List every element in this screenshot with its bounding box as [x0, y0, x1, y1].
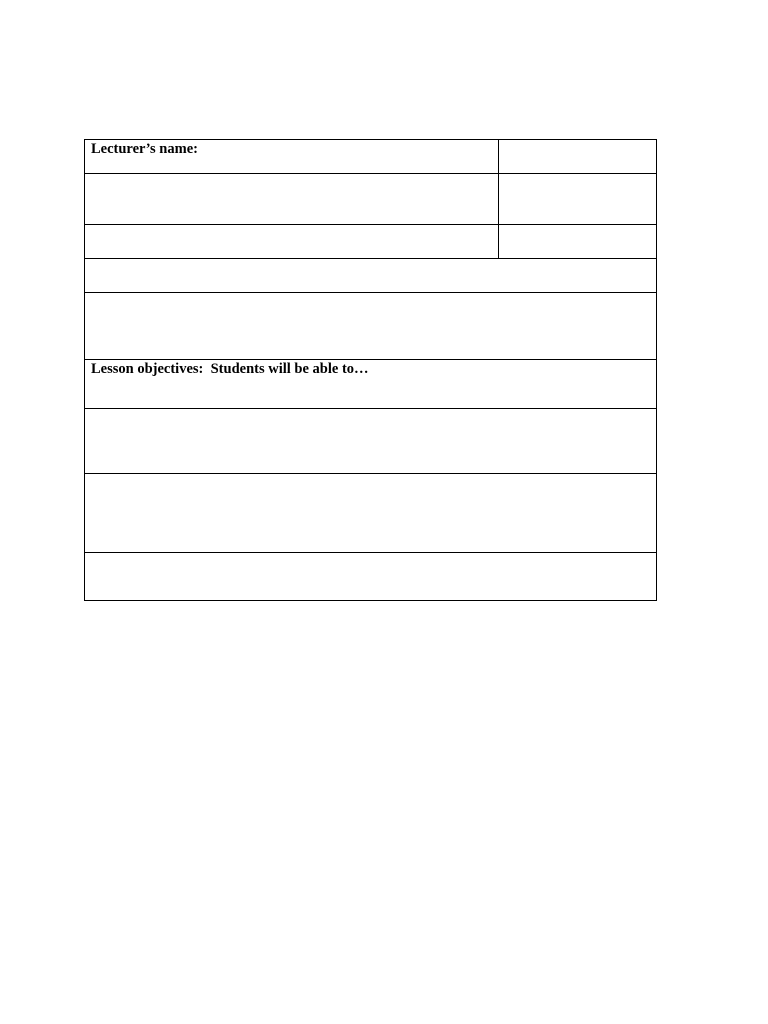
form-row-3	[85, 225, 657, 259]
form-cell-8[interactable]	[85, 474, 657, 553]
form-cell-7[interactable]	[85, 409, 657, 474]
form-row-8	[85, 474, 657, 553]
form-row-5	[85, 293, 657, 360]
form-cell-3-side[interactable]	[499, 225, 657, 259]
form-cell-4[interactable]	[85, 259, 657, 293]
form-row-7	[85, 409, 657, 474]
form-row-objectives	[85, 360, 657, 409]
form-cell-2-main[interactable]	[85, 174, 499, 225]
form-cell-9[interactable]	[85, 553, 657, 601]
lecturer-name-cell[interactable]	[85, 140, 499, 174]
form-row-lecturer	[85, 140, 657, 174]
lesson-objectives-label: Lesson objectives: Students will be able to…	[91, 361, 369, 377]
form-cell-3-main[interactable]	[85, 225, 499, 259]
form-row-2	[85, 174, 657, 225]
form-cell-2-side[interactable]	[499, 174, 657, 225]
lecturer-side-cell[interactable]	[499, 140, 657, 174]
lesson-objectives-cell[interactable]	[85, 360, 657, 409]
lecturer-name-label: Lecturer’s name:	[91, 141, 198, 157]
form-row-9	[85, 553, 657, 601]
lesson-plan-form	[84, 139, 657, 601]
form-cell-5[interactable]	[85, 293, 657, 360]
form-row-4	[85, 259, 657, 293]
